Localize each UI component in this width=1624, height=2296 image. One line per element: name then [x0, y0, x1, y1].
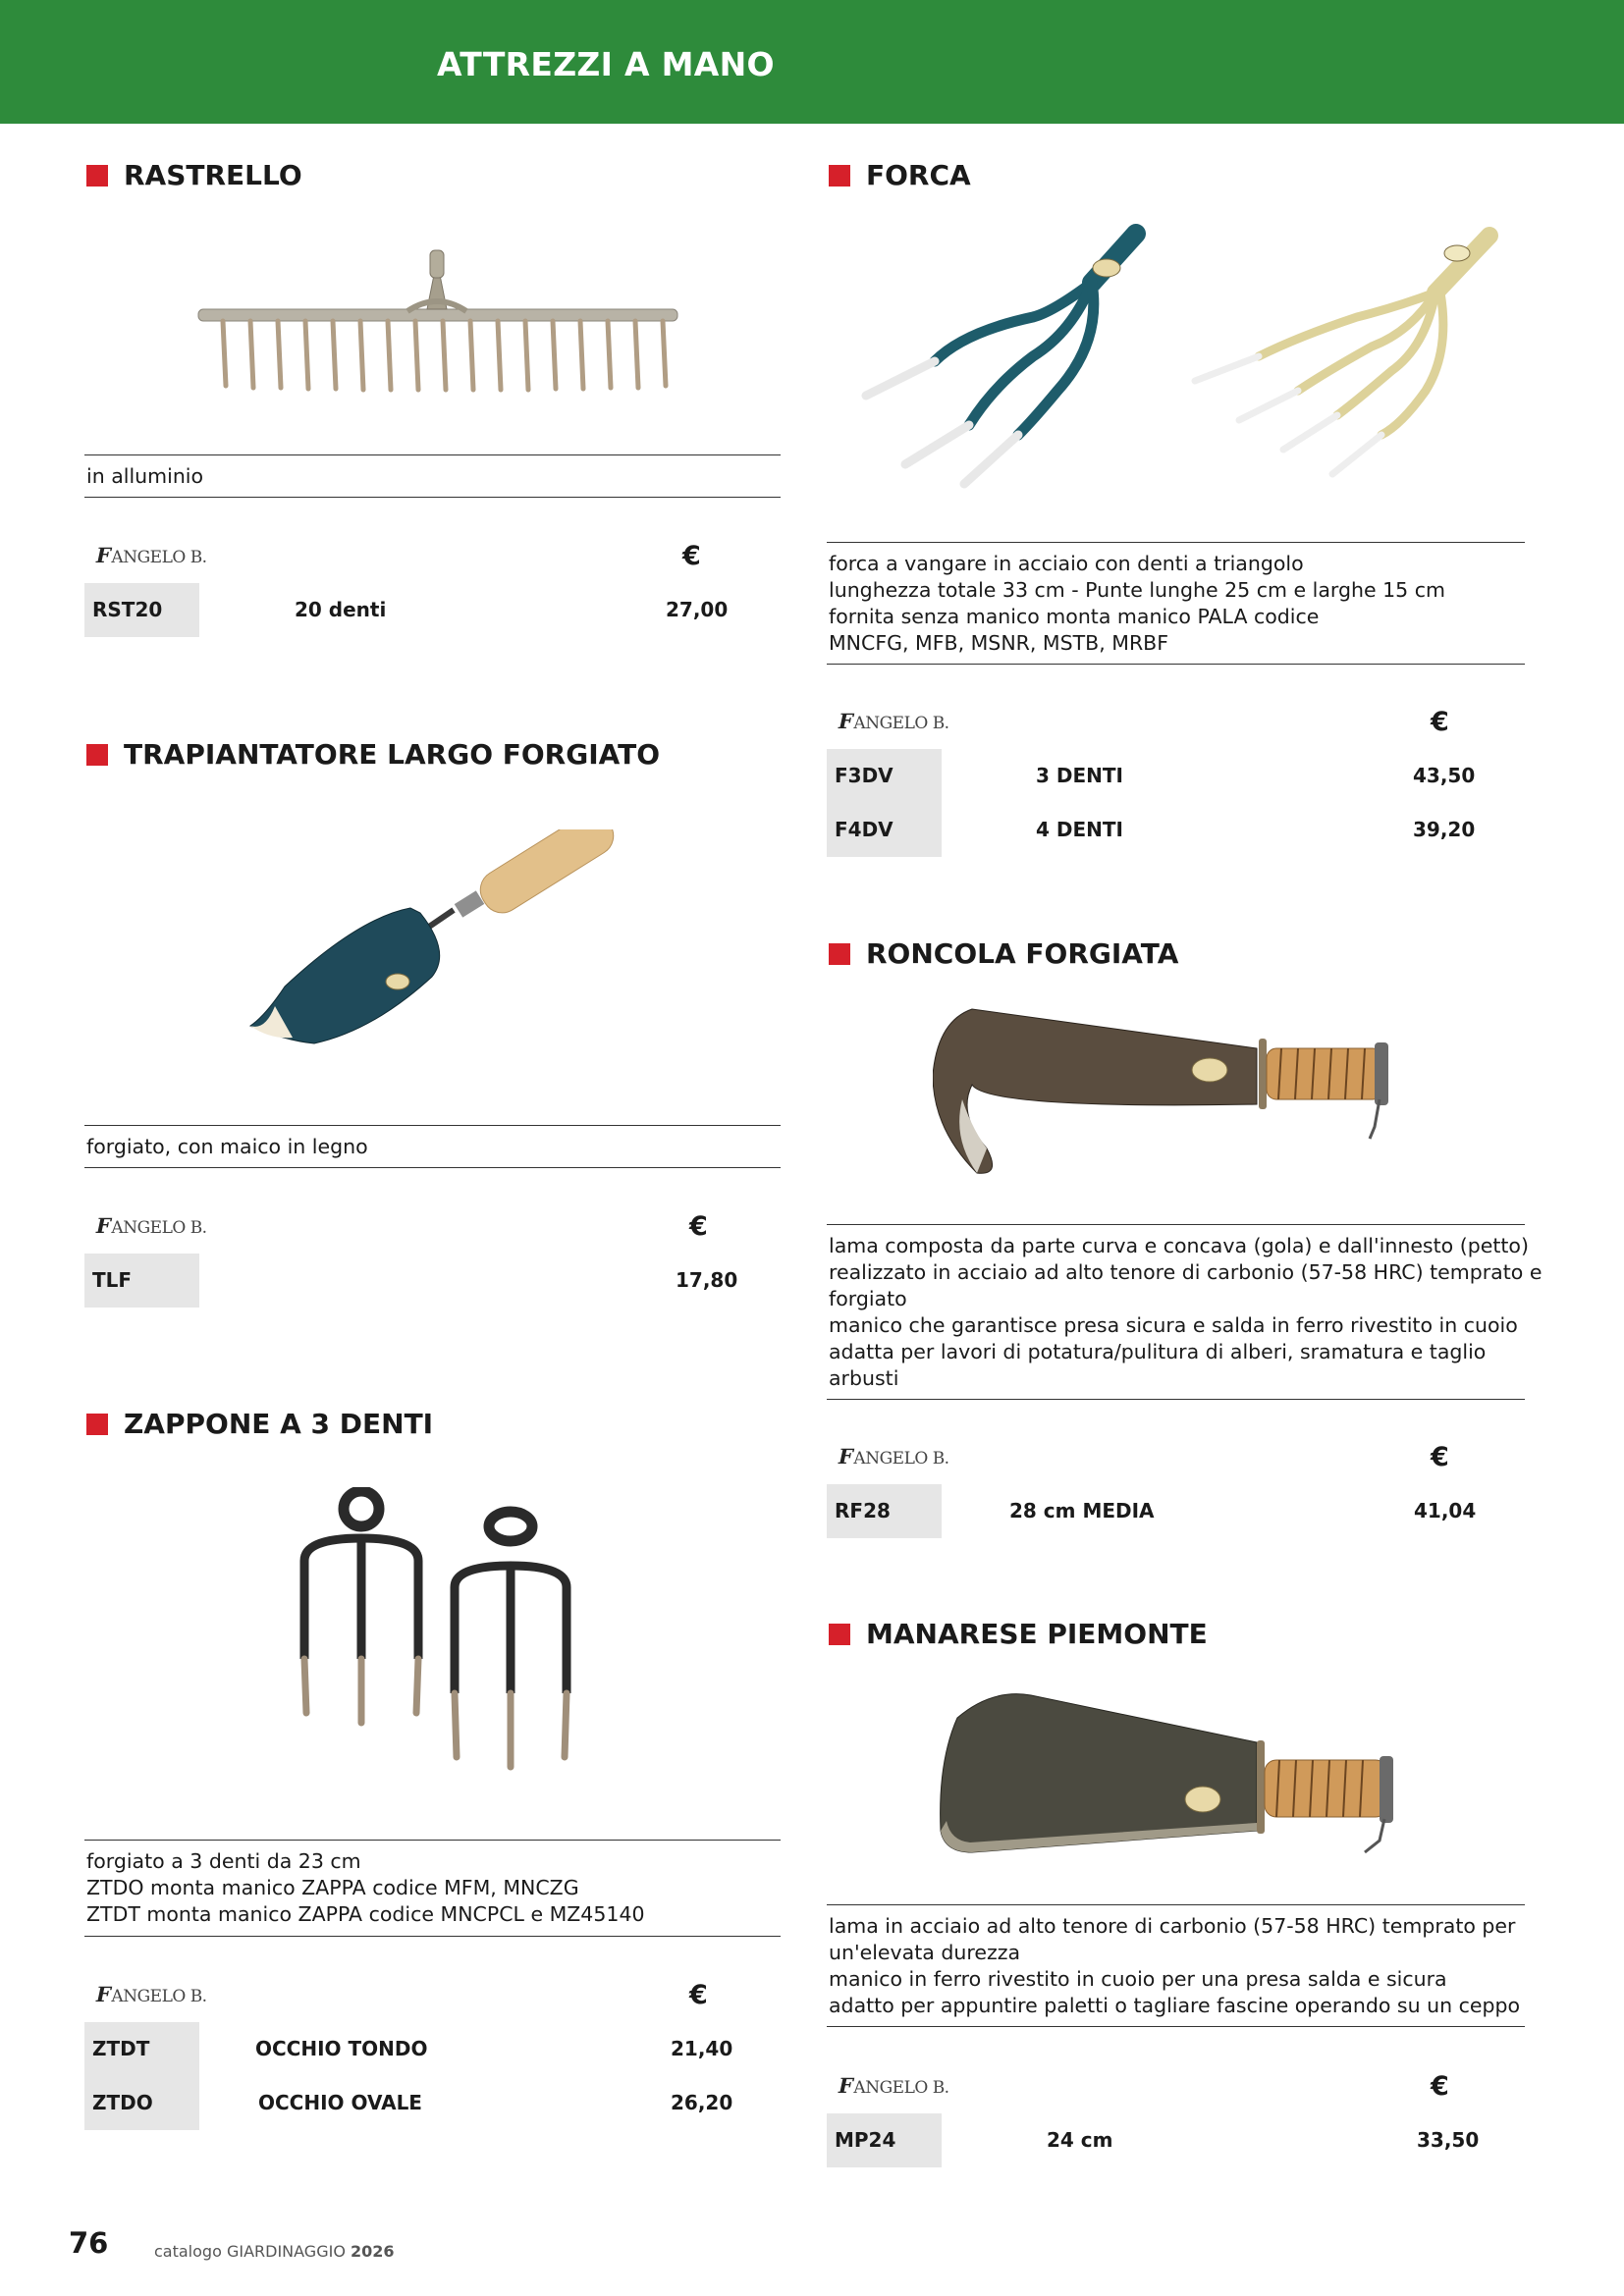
section-title: RONCOLA FORGIATA [866, 937, 1179, 970]
section-rastrello-header [86, 159, 302, 191]
header-band [0, 0, 1624, 124]
section-title: RASTRELLO [124, 159, 302, 191]
zappone-description: forgiato a 3 denti da 23 cm ZTDO monta manico ZAPPA codice MFM, MNCZG ZTDT monta manico ZAPPA codice MNCPCL e MZ45140 [84, 1840, 781, 1937]
trapiantatore-description: forgiato, con maico in legno [84, 1125, 781, 1168]
trowel-image [245, 829, 623, 1055]
brand-logo: F ANGELO B. [836, 1444, 949, 1468]
section-marker-icon [829, 943, 850, 965]
price-row [84, 2076, 781, 2130]
section-marker-icon [86, 744, 108, 766]
product-code: TLF [84, 1254, 199, 1308]
product-variant: OCCHIO TONDO [255, 2037, 428, 2060]
product-price: 27,00 [666, 598, 729, 621]
product-variant: OCCHIO OVALE [258, 2091, 422, 2114]
product-code: F4DV [827, 803, 942, 857]
billhook-image [933, 1001, 1409, 1178]
product-price: 43,50 [1413, 764, 1476, 787]
product-variant: 28 cm MEDIA [1009, 1499, 1155, 1522]
price-row [827, 749, 1525, 803]
section-trapiantatore-header [86, 738, 660, 771]
cleaver-image [933, 1683, 1414, 1860]
product-price: 41,04 [1414, 1499, 1477, 1522]
catalog-label: catalogo GIARDINAGGIO 2026 [154, 2242, 395, 2261]
euro-symbol: € [689, 1980, 708, 2010]
brand-logo: F ANGELO B. [836, 2073, 949, 2098]
fork-images [846, 224, 1504, 499]
section-manarese-header [829, 1618, 1208, 1650]
section-marker-icon [86, 165, 108, 187]
euro-symbol: € [1431, 2071, 1449, 2102]
product-code: F3DV [827, 749, 942, 803]
rake-image [196, 240, 679, 398]
section-title: MANARESE PIEMONTE [866, 1618, 1208, 1650]
rastrello-description: in alluminio [84, 454, 781, 498]
section-title: ZAPPONE A 3 DENTI [124, 1408, 434, 1440]
section-marker-icon [829, 1624, 850, 1645]
product-code: RF28 [827, 1484, 942, 1538]
price-row [827, 1484, 1525, 1538]
product-price: 21,40 [671, 2037, 733, 2060]
forca-description: forca a vangare in acciaio con denti a triangolo lunghezza totale 33 cm - Punte lunghe 25 cm e larghe 15 cm fornita senza manico monta manico PALA codice MNCFG, MFB, MSNR, MSTB, MRBF [827, 542, 1525, 665]
product-price: 17,80 [676, 1268, 738, 1292]
price-row [827, 2113, 1525, 2167]
section-title: TRAPIANTATORE LARGO FORGIATO [124, 738, 661, 771]
euro-symbol: € [689, 1211, 708, 1242]
section-zappone-header [86, 1408, 433, 1440]
brand-logo: F ANGELO B. [836, 709, 949, 733]
product-variant: 4 DENTI [1036, 818, 1123, 841]
section-title: FORCA [866, 159, 971, 191]
section-forca-header [829, 159, 971, 191]
brand-logo: F ANGELO B. [93, 543, 207, 567]
product-variant: 3 DENTI [1036, 764, 1123, 787]
page-number: 76 [69, 2226, 109, 2260]
euro-symbol: € [1431, 707, 1449, 737]
product-variant: 20 denti [295, 598, 387, 621]
price-row [84, 583, 781, 637]
product-code: MP24 [827, 2113, 942, 2167]
section-roncola-header [829, 937, 1178, 970]
product-code: ZTDT [84, 2022, 199, 2076]
product-variant: 24 cm [1047, 2128, 1113, 2152]
price-row [84, 1254, 781, 1308]
page-title: ATTREZZI A MANO [437, 45, 775, 83]
euro-symbol: € [1431, 1442, 1449, 1472]
price-row [84, 2022, 781, 2076]
price-row [827, 803, 1525, 857]
product-code: RST20 [84, 583, 199, 637]
product-price: 33,50 [1417, 2128, 1480, 2152]
product-price: 39,20 [1413, 818, 1476, 841]
product-code: ZTDO [84, 2076, 199, 2130]
brand-logo: F ANGELO B. [93, 1213, 207, 1238]
hoe-fork-image [293, 1487, 587, 1777]
euro-symbol: € [682, 541, 701, 571]
section-marker-icon [829, 165, 850, 187]
product-price: 26,20 [671, 2091, 733, 2114]
section-marker-icon [86, 1414, 108, 1435]
manarese-description: lama in acciaio ad alto tenore di carbonio (57-58 HRC) temprato per un'elevata durezza manico in ferro rivestito in cuoio per una presa salda e sicura adatto per appuntire paletti o tagliare fascine operando su un ceppo [827, 1904, 1525, 2027]
roncola-description: lama composta da parte curva e concava (gola) e dall'innesto (petto) realizzato in acciaio ad alto tenore di carbonio (57-58 HRC) temprato e forgiato manico che garantisce presa sicura e salda in ferro rivestito in cuoio adatta per lavori di potatura/pulitura di alberi, sramatura e taglio arbusti [827, 1224, 1525, 1400]
brand-logo: F ANGELO B. [93, 1982, 207, 2006]
